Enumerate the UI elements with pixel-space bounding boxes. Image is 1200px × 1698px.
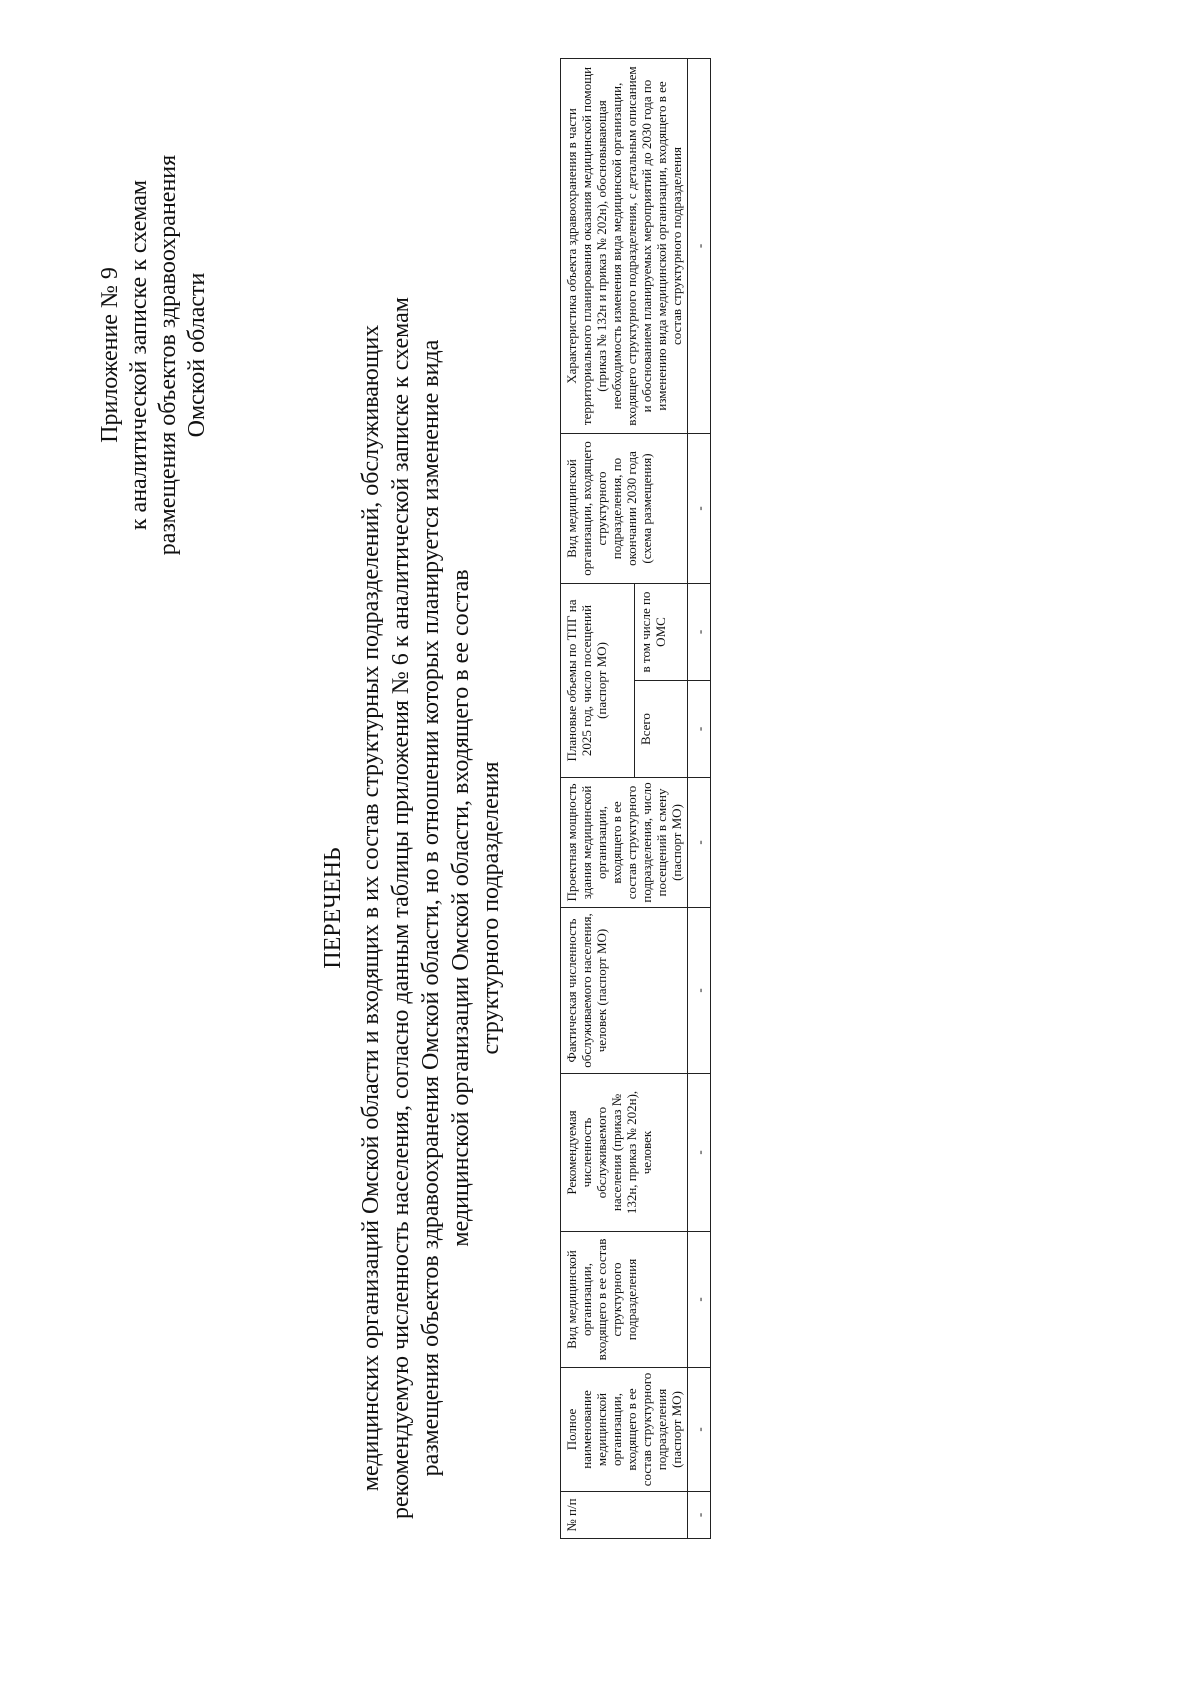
header-planned-total: Всего (635, 681, 688, 778)
header-recommended: Рекомендуемая численность обслуживаемого населения (приказ № 132н, приказ № 202н), человек (561, 1074, 688, 1232)
title-line: структурного подразделения (478, 761, 504, 1055)
title-line: медицинских организаций Омской области и входящих в их состав структурных подразделений, обслуживающих (358, 324, 384, 1492)
appendix-region: Омской области (184, 272, 210, 438)
table-cell: - (688, 1232, 711, 1368)
appendix-number: Приложение № 9 (97, 267, 123, 443)
header-num: № п/п (561, 1492, 688, 1539)
table-cell: - (688, 1492, 711, 1539)
header-type: Вид медицинской организации, входящего в ее состав структурного подразделения (561, 1232, 688, 1368)
organizations-table (560, 58, 711, 1539)
title-line: рекомендуемую численность населения, согласно данным таблицы приложения № 6 к аналитической записке к схемам (388, 297, 414, 1519)
title-line: медицинской организации Омской области, входящего в ее состав (448, 569, 474, 1247)
header-name: Полное наименование медицинской организации, входящего в ее состав структурного подразделения (паспорт МО) (561, 1368, 688, 1492)
table-cell: - (688, 59, 711, 434)
header-capacity: Проектная мощность здания медицинской организации, входящего в ее состав структурного подразделения, число посещений в смену (паспорт МО) (561, 778, 688, 908)
table-cell: - (688, 1074, 711, 1232)
document-title (318, 268, 506, 1548)
header-type-2030: Вид медицинской организации, входящего структурного подразделения, по окончании 2030 года (схема размещения) (561, 434, 688, 584)
table-cell: - (688, 778, 711, 908)
table-cell: - (688, 434, 711, 584)
table-cell: - (688, 908, 711, 1074)
title-heading: ПЕРЕЧЕНЬ (320, 847, 346, 969)
appendix-reference: к аналитической записке к схемам (126, 179, 152, 531)
table-cell: - (688, 584, 711, 681)
table-header-row (561, 59, 635, 1539)
appendix-reference-cont: размещения объектов здравоохранения (155, 154, 181, 556)
appendix-header (96, 105, 212, 605)
header-planned: Плановые объемы по ТПГ на 2025 год, число посещений (паспорт МО) (561, 584, 635, 778)
table-cell: - (688, 1368, 711, 1492)
table-row (688, 59, 711, 1539)
header-characteristic: Характеристика объекта здравоохранения в части территориального планирования оказания медицинской помощи (приказ № 132н и приказ № 202н), обосновывающая необходимость изменения вида медицинской организации, входящего структурного подразделения, с детальным описанием и обоснованием планируемых мероприятий до 2030 года по изменению вида медицинской организации, входящего в ее состав структурного подразделения (561, 59, 688, 434)
title-line: размещения объектов здравоохранения Омской области, но в отношении которых планируется изменение вида (418, 339, 444, 1477)
table-cell: - (688, 681, 711, 778)
header-actual: Фактическая численность обслуживаемого населения, человек (паспорт МО) (561, 908, 688, 1074)
header-planned-oms: в том числе по ОМС (635, 584, 688, 681)
